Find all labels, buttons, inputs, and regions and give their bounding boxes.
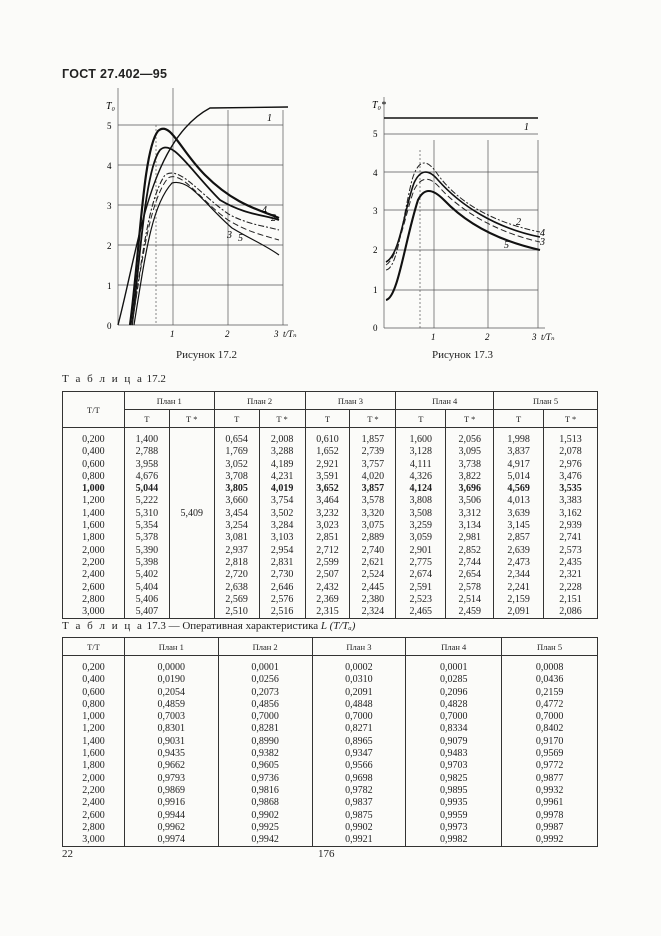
table-cell: 2,228 xyxy=(559,581,582,593)
table-cell: 2,369 xyxy=(316,593,339,605)
table-cell: 2,720 xyxy=(225,569,248,581)
fig173-x-tick: 1 xyxy=(431,332,436,342)
figure-17-3 xyxy=(0,0,661,360)
table-cell: 2,008 xyxy=(270,434,294,445)
table-17-3-plan-header: План 2 xyxy=(218,638,312,656)
table-cell: 3,506 xyxy=(458,495,481,507)
table-cell: 3,535 xyxy=(559,483,582,495)
table-17-2-plan-header: План 2 xyxy=(214,392,305,410)
table-cell: 3,454 xyxy=(225,507,248,519)
table-cell: 2,739 xyxy=(361,446,385,458)
figure-17-2-caption: Рисунок 17.2 xyxy=(176,349,237,361)
table-cell: 2,851 xyxy=(316,532,339,544)
fig172-y-tick: 1 xyxy=(107,281,112,291)
table-17-2-sub-header: T xyxy=(124,410,169,428)
table-cell: 2,000 xyxy=(82,544,105,556)
table-cell: 1,400 xyxy=(82,507,105,519)
table-cell: 2,086 xyxy=(559,606,582,618)
table-cell: 3,103 xyxy=(270,532,294,544)
table-cell: 2,507 xyxy=(316,569,339,581)
fig172-y-tick: 2 xyxy=(107,241,112,251)
table-17-2 xyxy=(62,391,598,619)
table-cell: 2,573 xyxy=(559,544,582,556)
table-cell: 1,769 xyxy=(225,446,248,458)
table-cell: 1,400 xyxy=(135,434,159,445)
table-17-2-p5-t0s xyxy=(544,428,597,618)
table-17-2-p3-t0 xyxy=(306,428,350,618)
table-cell: 3,754 xyxy=(270,495,294,507)
table-cell: 2,459 xyxy=(458,606,481,618)
table-cell: 4,019 xyxy=(270,483,294,495)
table-cell: 3,696 xyxy=(458,483,481,495)
figure-17-3-caption: Рисунок 17.3 xyxy=(432,349,493,361)
table-cell: 2,741 xyxy=(559,532,582,544)
table-cell: 2,078 xyxy=(559,446,582,458)
table-cell: 2,818 xyxy=(225,556,248,568)
table-cell: 2,654 xyxy=(458,569,481,581)
table-cell: 3,259 xyxy=(409,520,433,532)
fig173-x-tick: 3 xyxy=(532,332,537,342)
table-17-2-prefix: Т а б л и ц а xyxy=(62,373,144,385)
table-cell: 2,639 xyxy=(507,544,530,556)
table-cell: 0,600 xyxy=(82,458,105,470)
table-cell: 2,976 xyxy=(559,458,582,470)
fig173-curve-label: 2 xyxy=(516,217,521,228)
table-17-3-formula: L (T/Tₐ) xyxy=(320,620,356,632)
fig172-y-tick: 5 xyxy=(107,121,112,131)
table-cell: 1,513 xyxy=(559,434,582,445)
table-cell: 2,473 xyxy=(507,556,530,568)
table-cell: 3,162 xyxy=(559,507,582,519)
table-cell: 0,654 xyxy=(225,434,248,445)
table-cell: 2,465 xyxy=(409,606,433,618)
table-17-2-p4-t0 xyxy=(396,428,445,618)
table-cell: 1,652 xyxy=(316,446,339,458)
table-cell: 2,621 xyxy=(361,556,385,568)
table-cell: 3,502 xyxy=(270,507,294,519)
fig172-y-tick: 3 xyxy=(107,201,112,211)
table-cell: 5,402 xyxy=(135,569,159,581)
table-17-2-sub-header: T * xyxy=(259,410,305,428)
table-cell: 2,638 xyxy=(225,581,248,593)
table-17-3-col-t: 0,200 0,400 0,600 0,800 1,000 1,200 1,400 1,600 1,800 2,000 2,200 2,400 2,600 2,800 3,000 xyxy=(82,662,105,846)
table-cell: 3,059 xyxy=(409,532,433,544)
table-17-3-row-header: T/T xyxy=(63,638,125,656)
table-cell: 3,081 xyxy=(225,532,248,544)
table-cell: 4,326 xyxy=(409,470,433,482)
table-cell: 2,901 xyxy=(409,544,433,556)
document-header: ГОСТ 27.402—95 xyxy=(62,67,168,81)
table-cell: 2,937 xyxy=(225,544,248,556)
fig172-x-tick: 3 xyxy=(274,329,279,339)
fig172-y-tick: 0 xyxy=(107,321,112,331)
table-cell: 1,998 xyxy=(507,434,530,445)
table-cell: 3,476 xyxy=(559,470,582,482)
table-17-2-caption xyxy=(62,373,166,385)
table-cell: 2,730 xyxy=(270,569,294,581)
fig173-x-label: t/Tₙ xyxy=(541,332,555,342)
table-cell: 2,599 xyxy=(316,556,339,568)
table-cell: 2,514 xyxy=(458,593,481,605)
table-cell: 3,023 xyxy=(316,520,339,532)
table-17-3-p2: 0,0001 0,0256 0,2073 0,4856 0,7000 0,8281 0,8990 0,9382 0,9605 0,9736 0,9816 0,9868 0,9902 0,9925 0,9942 xyxy=(251,662,279,846)
table-cell: 3,639 xyxy=(507,507,530,519)
table-17-2-col-t xyxy=(63,428,124,618)
table-cell: 2,646 xyxy=(270,581,294,593)
fig172-curve-label: 1 xyxy=(267,113,272,124)
table-17-3 xyxy=(62,637,598,847)
fig173-y-tick: 5 xyxy=(373,129,378,139)
table-cell: 1,600 xyxy=(409,434,433,445)
table-cell: 1,800 xyxy=(82,532,105,544)
table-cell: 2,324 xyxy=(361,606,385,618)
left-page-number: 22 xyxy=(62,848,73,860)
table-cell: 2,380 xyxy=(361,593,385,605)
table-cell: 4,676 xyxy=(135,470,159,482)
table-17-3-title: — Оперативная характеристика xyxy=(168,620,319,632)
table-17-3-number: 17.3 xyxy=(146,620,166,632)
table-cell: 2,400 xyxy=(82,569,105,581)
table-cell: 2,889 xyxy=(361,532,385,544)
table-cell: 2,831 xyxy=(270,556,294,568)
table-17-3-caption xyxy=(62,620,355,632)
table-cell: 5,404 xyxy=(135,581,159,593)
table-cell: 2,569 xyxy=(225,593,248,605)
table-17-3-plan-header: План 5 xyxy=(502,638,598,656)
table-17-2-p3-t0s xyxy=(350,428,395,618)
fig173-curve-label: 5 xyxy=(504,240,509,251)
table-cell: 2,445 xyxy=(361,581,385,593)
fig172-curve-label: 3 xyxy=(227,230,232,241)
fig173-y-label: T₀* xyxy=(372,100,387,111)
table-17-2-p5-t0 xyxy=(494,428,543,618)
table-cell: 2,241 xyxy=(507,581,530,593)
table-cell: 2,151 xyxy=(559,593,582,605)
table-cell: 2,510 xyxy=(225,606,248,618)
table-cell: 2,981 xyxy=(458,532,481,544)
table-cell: 2,591 xyxy=(409,581,433,593)
table-cell: 4,020 xyxy=(361,470,385,482)
table-cell: 2,200 xyxy=(82,556,105,568)
table-cell: 2,524 xyxy=(361,569,385,581)
table-cell: 2,740 xyxy=(361,544,385,556)
table-cell: 5,310 xyxy=(135,507,159,519)
table-cell: 3,145 xyxy=(507,520,530,532)
fig173-y-tick: 2 xyxy=(373,245,378,255)
table-cell: 3,232 xyxy=(316,507,339,519)
table-cell: 3,708 xyxy=(225,470,248,482)
fig172-x-tick: 2 xyxy=(225,329,230,339)
table-cell: 3,128 xyxy=(409,446,433,458)
fig172-x-label: t/Tₙ xyxy=(283,329,297,339)
table-cell: 5,407 xyxy=(135,606,159,618)
table-cell: 4,111 xyxy=(409,458,432,470)
table-17-2-p2-t0s xyxy=(260,428,305,618)
table-cell: 2,857 xyxy=(507,532,530,544)
table-cell: 2,800 xyxy=(82,593,105,605)
table-cell: 3,000 xyxy=(82,606,105,618)
table-cell: 3,857 xyxy=(361,483,385,495)
table-17-2-sub-header: T xyxy=(396,410,446,428)
table-cell: 5,044 xyxy=(135,483,159,495)
table-17-2-plan-header: План 4 xyxy=(396,392,494,410)
table-17-2-sub-header: T xyxy=(214,410,259,428)
table-cell: 3,312 xyxy=(458,507,481,519)
table-cell: 1,200 xyxy=(82,495,105,507)
table-cell: 3,134 xyxy=(458,520,481,532)
table-cell: 3,284 xyxy=(270,520,294,532)
table-17-3-p5: 0,0008 0,0436 0,2159 0,4772 0,7000 0,8402 0,9170 0,9569 0,9772 0,9877 0,9932 0,9961 0,9978 0,9987 0,9992 xyxy=(535,662,564,846)
table-cell: 4,013 xyxy=(507,495,530,507)
table-cell: 2,432 xyxy=(316,581,339,593)
table-cell: 0,610 xyxy=(316,434,339,445)
fig173-curve-label: 4 xyxy=(540,228,545,239)
table-cell: 1,000 xyxy=(82,483,105,495)
table-cell: 3,757 xyxy=(361,458,385,470)
table-cell: 4,189 xyxy=(270,458,294,470)
table-17-2-p1-t0s: 5,409 xyxy=(180,508,203,519)
table-cell: 0,400 xyxy=(82,446,105,458)
table-cell: 1,600 xyxy=(82,520,105,532)
fig173-x-tick: 2 xyxy=(485,332,490,342)
table-17-2-plan-header: План 3 xyxy=(305,392,396,410)
table-17-2-row-header: T/T xyxy=(63,392,125,428)
table-cell: 3,464 xyxy=(316,495,339,507)
table-cell: 2,775 xyxy=(409,556,433,568)
table-cell: 4,917 xyxy=(507,458,530,470)
table-17-3-p1: 0,0000 0,0190 0,2054 0,4859 0,7003 0,8301 0,9031 0,9435 0,9662 0,9793 0,9869 0,9916 0,9944 0,9962 0,9974 xyxy=(157,662,186,846)
table-17-3-plan-header: План 3 xyxy=(312,638,406,656)
table-cell: 2,578 xyxy=(458,581,481,593)
table-17-3-plan-header: План 4 xyxy=(406,638,502,656)
table-17-2-p2-t0 xyxy=(215,428,259,618)
table-cell: 3,052 xyxy=(225,458,248,470)
table-17-2-number: 17.2 xyxy=(146,373,166,385)
table-cell: 3,508 xyxy=(409,507,433,519)
table-cell: 4,231 xyxy=(270,470,294,482)
table-cell: 2,712 xyxy=(316,544,339,556)
table-cell: 2,921 xyxy=(316,458,339,470)
table-cell: 3,958 xyxy=(135,458,159,470)
table-cell: 2,939 xyxy=(559,520,582,532)
table-cell: 2,056 xyxy=(458,434,481,445)
table-17-2-sub-header: T * xyxy=(169,410,214,428)
table-cell: 0,200 xyxy=(82,434,105,445)
table-cell: 3,738 xyxy=(458,458,481,470)
fig172-x-tick: 1 xyxy=(170,329,175,339)
table-cell: 2,674 xyxy=(409,569,433,581)
fig172-y-tick: 4 xyxy=(107,161,112,171)
table-cell: 3,578 xyxy=(361,495,385,507)
table-cell: 3,095 xyxy=(458,446,481,458)
table-cell: 3,808 xyxy=(409,495,433,507)
table-cell: 2,516 xyxy=(270,606,294,618)
table-cell: 2,744 xyxy=(458,556,481,568)
table-17-2-sub-header: T xyxy=(305,410,350,428)
table-cell: 4,569 xyxy=(507,483,530,495)
fig173-y-tick: 3 xyxy=(373,206,378,216)
table-cell: 3,660 xyxy=(225,495,248,507)
table-cell: 2,159 xyxy=(507,593,530,605)
table-17-2-sub-header: T * xyxy=(446,410,494,428)
table-cell: 3,254 xyxy=(225,520,248,532)
table-17-2-sub-header: T xyxy=(494,410,544,428)
table-cell: 2,321 xyxy=(559,569,582,581)
table-cell: 3,288 xyxy=(270,446,294,458)
table-cell: 5,390 xyxy=(135,544,159,556)
table-cell: 2,435 xyxy=(559,556,582,568)
fig172-curve-label: 5 xyxy=(238,233,243,244)
table-cell: 2,954 xyxy=(270,544,294,556)
table-cell: 5,406 xyxy=(135,593,159,605)
table-cell: 4,124 xyxy=(409,483,433,495)
table-cell: 2,852 xyxy=(458,544,481,556)
fig172-curve-label: 2 xyxy=(271,213,276,224)
table-17-3-plan-header: План 1 xyxy=(124,638,218,656)
table-17-2-plan-header: План 5 xyxy=(494,392,598,410)
table-cell: 3,822 xyxy=(458,470,481,482)
table-cell: 3,383 xyxy=(559,495,582,507)
table-cell: 5,222 xyxy=(135,495,159,507)
table-cell: 3,837 xyxy=(507,446,530,458)
table-17-2-sub-header: T * xyxy=(544,410,598,428)
fig173-curve-label: 3 xyxy=(540,237,545,248)
table-17-2-p4-t0s xyxy=(446,428,493,618)
table-17-3-p3: 0,0002 0,0310 0,2091 0,4848 0,7000 0,8271 0,8965 0,9347 0,9566 0,9698 0,9782 0,9837 0,9875 0,9902 0,9921 xyxy=(345,662,373,846)
fig172-curve-label: 4 xyxy=(262,205,267,216)
center-page-number: 176 xyxy=(318,848,335,860)
table-cell: 1,857 xyxy=(361,434,385,445)
table-17-3-prefix: Т а б л и ц а xyxy=(62,620,144,632)
table-cell: 0,800 xyxy=(82,470,105,482)
table-cell: 3,320 xyxy=(361,507,385,519)
table-17-2-plan-header: План 1 xyxy=(124,392,214,410)
table-17-2-sub-header: T * xyxy=(350,410,396,428)
table-cell: 5,398 xyxy=(135,556,159,568)
table-cell: 5,354 xyxy=(135,520,159,532)
fig172-y-label: T₀ xyxy=(106,101,116,112)
table-cell: 2,788 xyxy=(135,446,159,458)
table-cell: 2,091 xyxy=(507,606,530,618)
table-17-2-p1-t0 xyxy=(125,428,169,618)
table-cell: 5,378 xyxy=(135,532,159,544)
fig173-curve-label: 1 xyxy=(524,122,529,133)
table-cell: 2,523 xyxy=(409,593,433,605)
table-cell: 3,652 xyxy=(316,483,339,495)
table-cell: 3,805 xyxy=(225,483,248,495)
fig173-y-tick: 4 xyxy=(373,168,378,178)
table-cell: 3,591 xyxy=(316,470,339,482)
table-cell: 2,344 xyxy=(507,569,530,581)
fig173-y-tick: 0 xyxy=(373,323,378,333)
table-17-3-p4: 0,0001 0,0285 0,2096 0,4828 0,7000 0,8334 0,9079 0,9483 0,9703 0,9825 0,9895 0,9935 0,9959 0,9973 0,9982 xyxy=(439,662,468,846)
table-cell: 2,600 xyxy=(82,581,105,593)
table-cell: 2,576 xyxy=(270,593,294,605)
table-cell: 3,075 xyxy=(361,520,385,532)
table-cell: 2,315 xyxy=(316,606,339,618)
table-cell: 5,014 xyxy=(507,470,530,482)
fig173-y-tick: 1 xyxy=(373,285,378,295)
